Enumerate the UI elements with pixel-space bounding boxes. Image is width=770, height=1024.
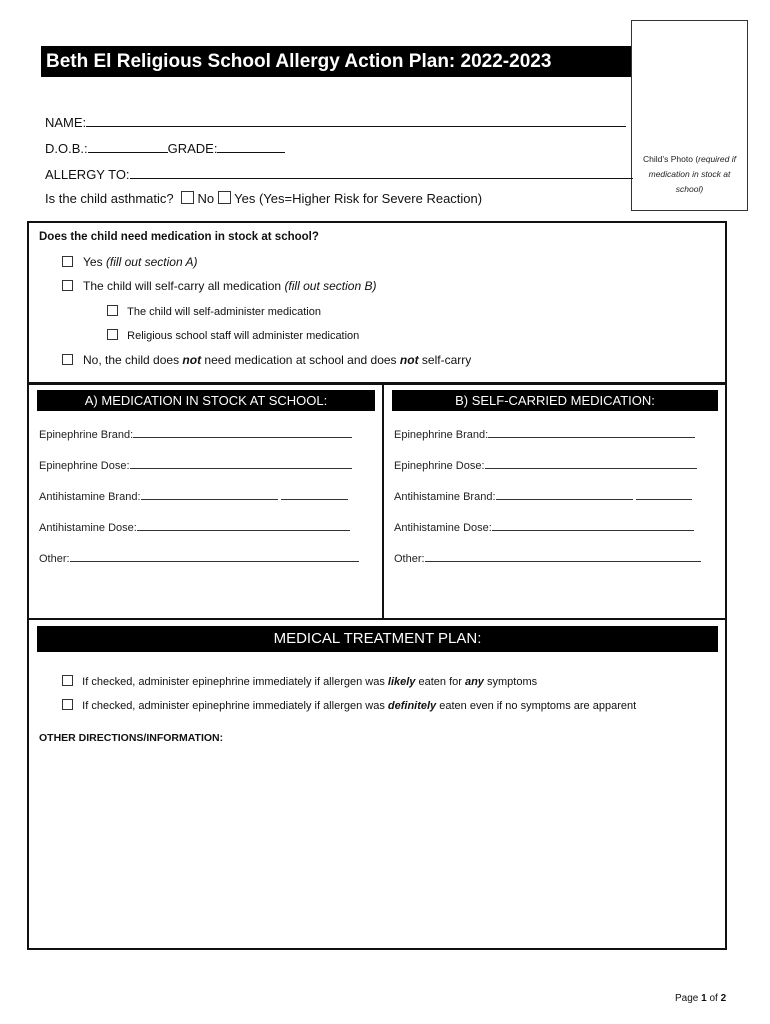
section-a-header: A) MEDICATION IN STOCK AT SCHOOL: [37, 390, 375, 411]
grade-input-line[interactable] [217, 139, 285, 153]
stock-option-no: No, the child does not need medication at school and does not self-carry [62, 353, 471, 367]
b-other[interactable]: Other: [394, 551, 701, 565]
photo-caption: Child’s Photo (required if medication in stock at school) [643, 154, 736, 194]
likely-checkbox[interactable] [62, 675, 73, 686]
section-b-header: B) SELF-CARRIED MEDICATION: [392, 390, 718, 411]
asthma-question: Is the child asthmatic? [45, 191, 174, 206]
a-epinephrine-brand[interactable]: Epinephrine Brand: [39, 427, 352, 441]
dob-input-line[interactable] [88, 139, 168, 153]
allergy-input-line[interactable] [130, 165, 633, 179]
allergy-field[interactable] [45, 165, 633, 183]
b-antihistamine-dose[interactable]: Antihistamine Dose: [394, 520, 694, 534]
asthma-no-checkbox[interactable] [181, 191, 194, 204]
definitely-checkbox[interactable] [62, 699, 73, 710]
dob-grade-field[interactable] [45, 139, 285, 157]
stock-no-checkbox[interactable] [62, 354, 73, 365]
asthma-question-row [45, 191, 482, 207]
name-field[interactable] [45, 113, 626, 131]
other-directions-label: OTHER DIRECTIONS/INFORMATION: [39, 732, 224, 744]
treatment-definitely-row: If checked, administer epinephrine immediately if allergen was definitely eaten even if no symptoms are apparent [62, 699, 636, 712]
dob-label: D.O.B.: [45, 141, 88, 156]
b-epinephrine-dose[interactable]: Epinephrine Dose: [394, 458, 697, 472]
b-antihistamine-brand[interactable]: Antihistamine Brand: [394, 489, 692, 503]
grade-label: GRADE: [167, 141, 218, 156]
a-other[interactable]: Other: [39, 551, 359, 565]
b-epinephrine-brand[interactable]: Epinephrine Brand: [394, 427, 695, 441]
staff-administer-checkbox[interactable] [107, 329, 118, 340]
self-administer-checkbox[interactable] [107, 305, 118, 316]
treatment-likely-row: If checked, administer epinephrine immediately if allergen was likely eaten for any symptoms [62, 675, 537, 688]
name-input-line[interactable] [86, 113, 626, 127]
name-label: NAME: [45, 115, 87, 130]
a-epinephrine-dose[interactable]: Epinephrine Dose: [39, 458, 352, 472]
other-directions-area[interactable] [37, 752, 717, 942]
page-number: Page 1 of 2 [675, 993, 727, 1004]
stock-question: Does the child need medication in stock at school? [39, 231, 319, 243]
treatment-header: MEDICAL TREATMENT PLAN: [37, 626, 718, 652]
page-title: Beth El Religious School Allergy Action Plan: 2022-2023 [41, 46, 631, 77]
self-carry-checkbox[interactable] [62, 280, 73, 291]
stock-option-self-carry: The child will self-carry all medication (fill out section B) [62, 279, 376, 293]
photo-box[interactable] [631, 20, 748, 211]
stock-option-yes: Yes (fill out section A) [62, 255, 198, 269]
asthma-yes-checkbox[interactable] [218, 191, 231, 204]
a-antihistamine-dose[interactable]: Antihistamine Dose: [39, 520, 350, 534]
sub-option-staff-administer: Religious school staff will administer medication [107, 329, 359, 342]
a-antihistamine-brand[interactable]: Antihistamine Brand: [39, 489, 348, 503]
asthma-yes-label: Yes (Yes=Higher Risk for Severe Reaction) [234, 191, 483, 206]
asthma-no-label: No [197, 191, 215, 206]
stock-yes-checkbox[interactable] [62, 256, 73, 267]
allergy-label: ALLERGY TO: [45, 167, 130, 182]
sub-option-self-administer: The child will self-administer medication [107, 305, 321, 318]
